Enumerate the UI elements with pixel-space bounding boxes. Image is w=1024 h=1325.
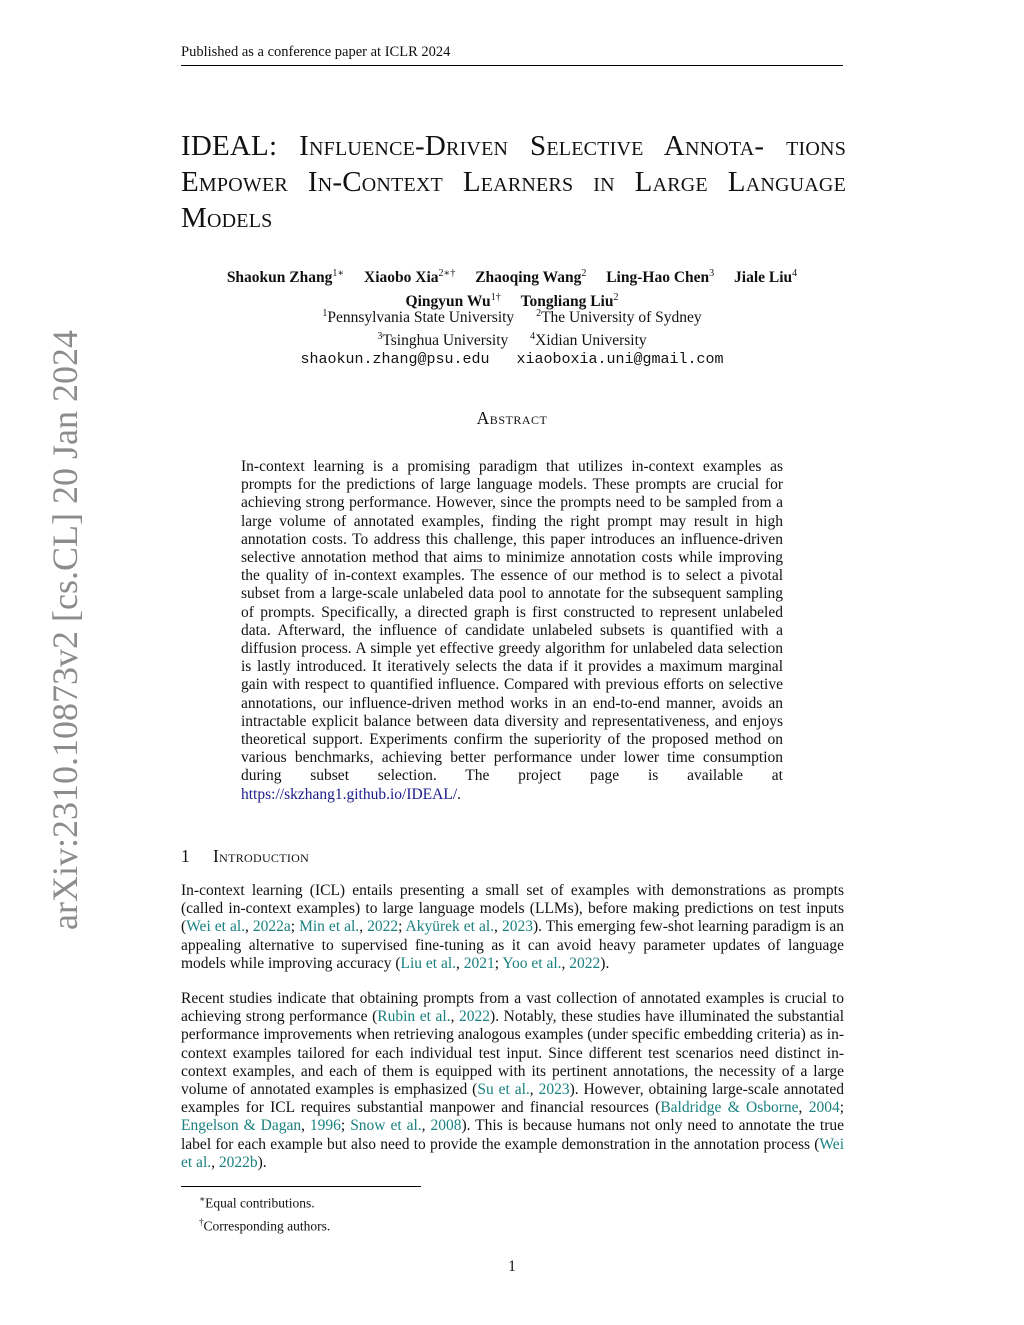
project-page-link[interactable]: https://skzhang1.github.io/IDEAL/ <box>241 785 458 803</box>
citation[interactable]: 2022 <box>459 1008 491 1026</box>
title-line-1: IDEAL: Influence-Driven Selective Annota- <box>181 130 765 162</box>
author: Shaokun Zhang$^{1∗}$ <box>226 268 345 287</box>
author: Xiaobo Xia$^{2∗\dagger}$ <box>364 268 456 287</box>
author: Jiale Liu$^4$ <box>734 268 798 287</box>
citation[interactable]: Snow et al. <box>350 1117 422 1135</box>
email[interactable]: xiaoboxia.uni@gmail.com <box>516 351 724 369</box>
abstract-heading: Abstract <box>476 408 548 428</box>
citation[interactable]: 2008 <box>430 1117 462 1135</box>
citation[interactable]: 2022b <box>218 1153 258 1171</box>
author: Qingyun $Wu^{1\dagger}$ <box>405 292 501 311</box>
affiliation: $^1$Pennsylvania State University <box>322 308 515 327</box>
citation[interactable]: 2023 <box>501 918 533 936</box>
paper-title <box>181 128 846 236</box>
footnotes <box>199 1190 799 1235</box>
running-header: Published as a conference paper at ICLR 2024 <box>181 44 843 66</box>
citation[interactable]: Akyürek et al. <box>405 918 495 936</box>
title-line-2: tions Empower In-Context Learners in Large <box>181 130 847 198</box>
footnote-divider <box>181 1186 421 1187</box>
author: Tongliang Liu$^2$ <box>520 292 619 311</box>
citation[interactable]: Baldridge & Osborne <box>660 1099 799 1117</box>
citation[interactable]: Liu et al. <box>400 954 457 972</box>
arxiv-identifier: arXiv:2310.10873v2 [cs.CL] 20 Jan 2024 <box>45 330 85 930</box>
citation[interactable]: Yoo et al. <box>502 954 562 972</box>
affiliation: $^3$Tsinghua University <box>377 331 509 350</box>
citation[interactable]: 2022a <box>252 918 291 936</box>
citation[interactable]: Min et al. <box>299 918 360 936</box>
affiliation: $^4$Xidian University <box>530 331 647 350</box>
citation[interactable]: 2004 <box>808 1099 840 1117</box>
citation[interactable]: 2022 <box>367 918 399 936</box>
section-heading: 1 Introduction <box>181 846 310 866</box>
intro-paragraph: In-context learning (ICL) entails presenting a small set of examples with demonstrations as prompts (called in-context examples) to large language models (LLMs), before making predictions on test inputs (Wei et al., 2022a; Min et al., 2022; Akyürek et al., 2023). This emerging few-shot learning paradigm is an appealing alternative to supervised fine-tuning as it can avoid heavy parameter updates of language models while improving accuracy (Liu et al., 2021; Yoo et al., 2022). <box>181 882 845 972</box>
citation[interactable]: Su et al. <box>477 1081 530 1099</box>
email[interactable]: shaokun.zhang@psu.edu <box>300 351 490 369</box>
citation[interactable]: 2021 <box>463 954 495 972</box>
intro-paragraph: Recent studies indicate that obtaining prompts from a vast collection of annotated examples is crucial to achieving strong performance (Rubin et al., 2022). Notably, these studies have illuminated the substantial performance improvements when retrieving analogous examples (under specific embedding criteria) as in-context examples tailored for each individual test input. Since different test scenarios need distinct in-context examples, and each of them is equipped with its pertinent annotations, the necessity of a large volume of annotated examples is emphasized (Su et al., 2023). However, obtaining large-scale annotated examples for ICL requires substantial manpower and financial resources (Baldridge & Osborne, 2004; Engelson & Dagan, 1996; Snow et al., 2008). This is because humans not only need to annotate the true label for each example but also need to provide the example demonstration in the annotation process (Wei et al., 2022b). <box>181 990 845 1171</box>
title-line-3: Language Models <box>181 166 846 234</box>
citation[interactable]: 1996 <box>309 1117 341 1135</box>
citation[interactable]: Engelson & Dagan <box>181 1117 302 1135</box>
author: Ling-Hao Chen$^3$ <box>606 268 715 287</box>
abstract-body: In-context learning is a promising paradigm that utilizes in-context examples as prompts for the predictions of large language models. These prompts are crucial for achieving strong performance. However, since the prompts need to be sampled from a large volume of annotated examples, finding the right prompt may result in high annotation costs. To address this challenge, this paper introduces an influence-driven selective annotation method that aims to minimize annotation costs while improving the quality of in-context examples. The essence of our method is to select a pivotal subset from a large-scale unlabeled data pool to annotate for the subsequent sampling of prompts. Specifically, a directed graph is first constructed to represent unlabeled data. Afterward, the influence of candidate unlabeled subsets is quantified with a diffusion process. A simple yet effective greedy algorithm for unlabeled data selection is lastly introduced. It iteratively selects the data if it provides a maximum marginal gain with respect to quantified influence. Compared with previous efforts on selective annotations, our influence-driven method works in an end-to-end manner, avoids an intractable explicit balance between data diversity and representativeness, and enjoys theoretical support. Experiments confirm the superiority of the proposed method on various benchmarks, achieving better performance under lower time consumption during subset selection. The project page is available at https://skzhang1.github.io/IDEAL/. <box>241 458 783 803</box>
page-number: 1 <box>508 1258 516 1275</box>
affiliations <box>181 304 843 369</box>
citation[interactable]: Wei et al. <box>186 918 245 936</box>
citation[interactable]: 2022 <box>569 954 601 972</box>
citation[interactable]: 2023 <box>538 1081 570 1099</box>
citation[interactable]: Wei et al. <box>181 1135 844 1171</box>
affiliation: $^2$The University of Sydney <box>536 308 702 327</box>
footnote: †Corresponding authors. <box>199 1216 331 1233</box>
footnote: ∗Equal contributions. <box>199 1194 315 1211</box>
citation[interactable]: Rubin et al. <box>377 1008 451 1026</box>
author: Zhaoqing Wang$^2$ <box>475 268 587 287</box>
